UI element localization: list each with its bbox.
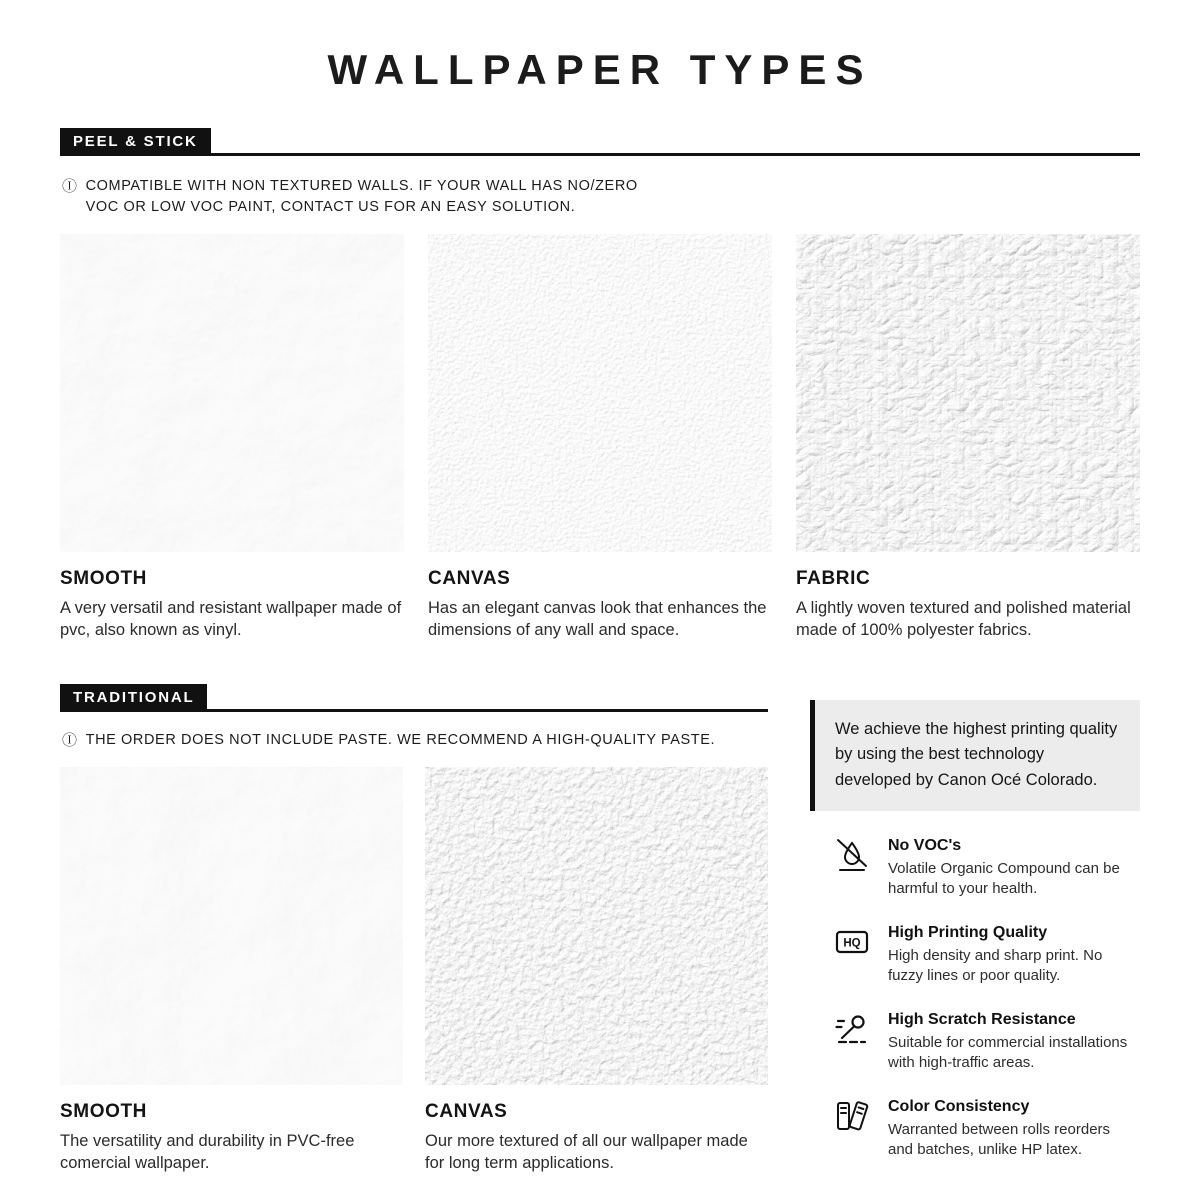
swatch-image-fabric — [796, 234, 1140, 552]
swatch-name: SMOOTH — [60, 568, 147, 590]
bottom-section — [60, 684, 1140, 1186]
swatch-description: Our more textured of all our wallpaper made for long term applications. — [425, 1131, 748, 1172]
traditional-swatch-grid — [60, 767, 768, 1175]
svg-text:HQ: HQ — [843, 937, 861, 950]
feature-title: Color Consistency — [888, 1098, 1030, 1116]
section-rule — [211, 153, 1140, 156]
feature-description: Volatile Organic Compound can be harmful to your health. — [888, 860, 1120, 897]
swatch-description: A lightly woven textured and polished material made of 100% polyester fabrics. — [796, 599, 1131, 640]
feature-text — [888, 1098, 1138, 1159]
feature-description: Warranted between rolls reorders and batches, unlike HP latex. — [888, 1121, 1111, 1158]
section-label-traditional: TRADITIONAL — [60, 684, 207, 712]
traditional-note — [62, 730, 768, 751]
peel-stick-note — [62, 176, 662, 218]
feature-text — [888, 837, 1138, 898]
section-header-peel-stick — [60, 128, 1140, 156]
swatch-card-canvas-traditional — [425, 767, 768, 1175]
feature-title: High Printing Quality — [888, 924, 1048, 942]
swatch-card-canvas — [428, 234, 772, 642]
canvas-rough-texture — [425, 767, 768, 1085]
smooth-texture — [60, 234, 404, 552]
section-header-traditional — [60, 684, 768, 712]
swatch-description: Has an elegant canvas look that enhances the dimensions of any wall and space. — [428, 599, 767, 640]
feature-high-printing-quality — [834, 924, 1140, 985]
swatch-name: CANVAS — [425, 1100, 508, 1122]
swatch-description: The versatility and durability in PVC-free comercial wallpaper. — [60, 1131, 355, 1172]
swatch-name: SMOOTH — [60, 1100, 147, 1122]
quality-highlight-box: We achieve the highest printing quality by using the best technology developed by Canon Océ Colorado. — [810, 700, 1140, 812]
feature-text — [888, 1011, 1138, 1072]
canvas-texture — [428, 234, 772, 552]
swatch-card-smooth-traditional — [60, 767, 403, 1175]
feature-description: Suitable for commercial installations with high-traffic areas. — [888, 1034, 1128, 1071]
feature-title: No VOC's — [888, 837, 962, 855]
swatch-image-smooth — [60, 234, 404, 552]
swatch-card-fabric — [796, 234, 1140, 642]
info-icon: Ⓘ — [62, 731, 78, 749]
info-icon: Ⓘ — [62, 178, 78, 195]
feature-high-scratch-resistance — [834, 1011, 1140, 1072]
swatch-card-smooth — [60, 234, 404, 642]
feature-title: High Scratch Resistance — [888, 1011, 1076, 1029]
smooth-texture — [60, 767, 403, 1085]
quality-panel — [810, 684, 1140, 1186]
swatch-name: FABRIC — [796, 568, 871, 590]
feature-no-voc — [834, 837, 1140, 898]
page-title: WALLPAPER TYPES — [327, 46, 873, 93]
no-voc-icon — [834, 837, 870, 873]
section-label-peel-stick: PEEL & STICK — [60, 128, 211, 156]
scratch-resistance-icon — [834, 1011, 870, 1047]
feature-list — [810, 837, 1140, 1159]
peel-stick-swatch-grid — [60, 234, 1140, 642]
swatch-image-canvas — [428, 234, 772, 552]
swatch-description: A very versatil and resistant wallpaper made of pvc, also known as vinyl. — [60, 599, 402, 640]
swatch-image-canvas-traditional — [425, 767, 768, 1085]
peel-stick-note-text: COMPATIBLE WITH NON TEXTURED WALLS. IF YOUR WALL HAS NO/ZERO VOC OR LOW VOC PAINT, CONTACT US FOR AN EASY SOLUTION. — [85, 178, 638, 216]
hq-icon — [834, 924, 870, 960]
feature-color-consistency — [834, 1098, 1140, 1159]
color-consistency-icon — [834, 1098, 870, 1134]
section-rule — [207, 709, 768, 712]
traditional-note-text: THE ORDER DOES NOT INCLUDE PASTE. WE RECOMMEND A HIGH-QUALITY PASTE. — [85, 731, 716, 748]
swatch-name: CANVAS — [428, 568, 511, 590]
traditional-section — [60, 684, 768, 1175]
feature-text — [888, 924, 1138, 985]
feature-description: High density and sharp print. No fuzzy lines or poor quality. — [888, 947, 1103, 984]
fabric-texture — [796, 234, 1140, 552]
swatch-image-smooth-traditional — [60, 767, 403, 1085]
